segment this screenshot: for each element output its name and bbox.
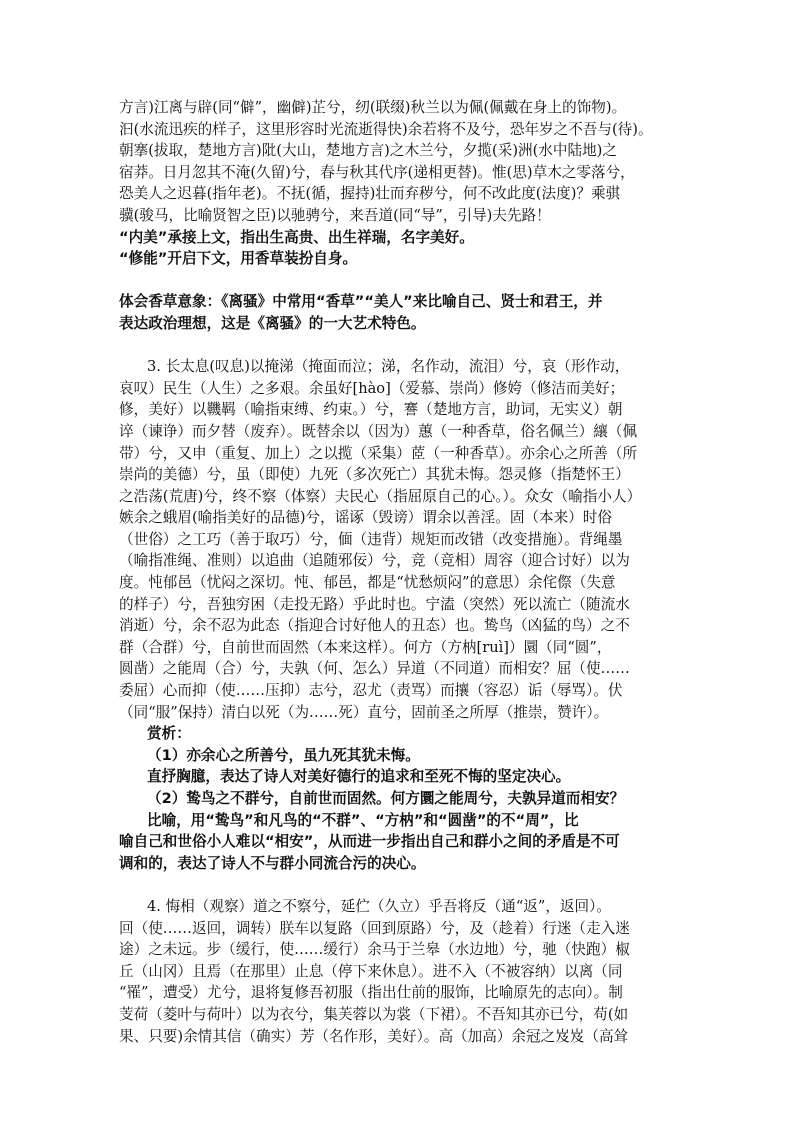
passage-block-2 [119,97,679,227]
text-line: 恐美人之迟暮(指年老)。不抚(循，握持)壮而弃秽兮，何不改此度(法度)？乘骐 [119,185,621,203]
spacer [119,335,679,357]
note-neimei-xiuneng [119,227,679,270]
text-line: 丘（山冈）且焉（在那里）止息（停下来休息）。进不入（不被容纳）以离（同 [119,962,623,980]
text-line: 朝搴(拔取，楚地方言)阰(大山，楚地方言)之木兰兮，夕揽(采)洲(水中陆地)之 [119,142,617,160]
note-line: “修能”开启下文，用香草装扮自身。 [119,250,358,268]
text-line: 圆凿）之能周（合）兮，夫孰（何、怎么）异道（不同道）而相安？屈（使…… [119,660,630,678]
text-line: “罹”，遭受）尤兮，退将复修吾初服（指出仕前的服饰，比喻原先的志向）。制 [119,984,623,1002]
analysis-item-1-note: 直抒胸臆，表达了诗人对美好德行的追求和至死不悔的坚定决心。 [147,768,571,786]
analysis-section [119,723,679,874]
text-line: 消逝）兮，余不忍为此态（指迎合讨好他人的丑态）也。鸷鸟（凶猛的鸟）之不 [119,617,630,635]
text-line: 谇（谏诤）而夕替（废弃）。既替余以（因为）蕙（一种香草，俗名佩兰）纕（佩 [119,422,638,440]
analysis-item-2: （2）鸷鸟之不群兮，自前世而固然。何方圜之能周兮，夫孰异道而相安？ [147,790,625,807]
spacer [119,270,679,292]
analysis-item-2-note: 调和的，表达了诗人不与群小同流合污的决心。 [119,854,426,872]
text-line: 回（使……返回，调转）朕车以复路（回到原路）兮，及（趁着）行迷（走入迷 [119,919,630,937]
analysis-item-2-note: 喻自己和世俗小人难以“相安”，从而进一步指出自己和群小之间的矛盾是不可 [119,833,620,851]
note-line: 体会香草意象：《离骚》中常用“香草”“美人”来比喻自己、贤士和君王，并 [119,293,603,311]
text-line: （世俗）之工巧（善于取巧）兮，偭（违背）规矩而改错（改变措施）。背绳墨 [119,530,623,548]
passage-block-4 [119,896,679,1047]
text-line: 汩(水流迅疾的样子，这里形容时光流逝得快)余若将不及兮，恐年岁之不吾与(待)。 [119,120,653,138]
note-line: 表达政治理想，这是《离骚》的一大艺术特色。 [119,314,426,332]
passage-block-3 [119,356,679,723]
text-line: 的样子）兮，吾独穷困（走投无路）乎此时也。宁溘（突然）死以流亡（随流水 [119,595,630,613]
text-line: 带）兮，又申（重复、加上）之以揽（采集）茝（一种香草）。亦余心之所善（所 [119,444,638,462]
text-line: 群（合群）兮，自前世而固然（本来这样）。何方（方枘[ruì]）圜（同“圆”， [119,638,612,656]
text-line: 委屈）心而抑（使……压抑）志兮，忍尤（责骂）而攘（容忍）诟（辱骂）。伏 [119,682,623,700]
note-fragrant-grass [119,291,679,334]
text-line: 修，美好）以鞿羁（喻指束缚、约束。）兮，謇（楚地方言，助词，无实义）朝 [119,401,623,419]
text-line: 之浩荡(荒唐)兮，终不察（体察）夫民心（指屈原自己的心。）。众女（喻指小人） [119,487,642,505]
text-line: 途）之未远。步（缓行，使……缓行）余马于兰皋（水边地）兮，驰（快跑）椒 [119,941,630,959]
document-page [119,97,679,1047]
text-line: 果、只要)余情其信（确实）芳（名作形，美好）。高（加高）余冠之岌岌（高耸 [119,1027,629,1045]
analysis-item-1: （1）亦余心之所善兮，虽九死其犹未悔。 [147,746,420,764]
text-line: 芰荷（菱叶与荷叶）以为衣兮，集芙蓉以为裳（下裙）。不吾知其亦已兮，苟(如 [119,1005,629,1023]
text-line: 崇尚的美德）兮，虽（即使）九死（多次死亡）其犹未悔。怨灵修（指楚怀王） [119,466,630,484]
text-line: 哀叹）民生（人生）之多艰。余虽好[hào]（爱慕、崇尚）修姱（修洁而美好； [119,379,625,397]
analysis-title: 赏析： [147,725,191,743]
text-line: 4. 悔相（观察）道之不察兮，延伫（久立）乎吾将反（通“返”，返回）。 [147,897,611,915]
text-line: （喻指准绳、准则）以追曲（追随邪佞）兮，竞（竞相）周容（迎合讨好）以为 [119,552,630,570]
analysis-item-2-note: 比喻，用“鸷鸟”和凡鸟的“不群”、“方枘”和“圆凿”的不“周”，比 [147,811,579,829]
text-line: （同“服”保持）清白以死（为……死）直兮，固前圣之所厚（推崇，赞许）。 [119,703,609,721]
text-line: 方言)江离与辟(同“僻”，幽僻)芷兮，纫(联缀)秋兰以为佩(佩戴在身上的饰物)。 [119,99,627,116]
note-line: “内美”承接上文，指出生高贵、出生祥瑞，名字美好。 [119,228,474,246]
text-line: 度。忳郁邑（忧闷之深切。忳、郁邑，都是“忧愁烦闷”的意思）余侘傺（失意 [119,574,616,592]
text-line: 骥(骏马，比喻贤智之臣)以驰骋兮，来吾道(同“导”，引导)夫先路！ [119,206,551,224]
spacer [119,874,679,896]
text-line: 宿莽。日月忽其不淹(久留)兮，春与秋其代序(递相更替)。惟(思)草木之零落兮， [119,163,635,181]
text-line: 3. 长太息(叹息)以掩涕（掩面而泣；涕，名作动，流泪）兮，哀（形作动， [147,358,630,376]
text-line: 嫉余之蛾眉(喻指美好的品德)兮，谣诼（毁谤）谓余以善淫。固（本来）时俗 [119,509,612,527]
